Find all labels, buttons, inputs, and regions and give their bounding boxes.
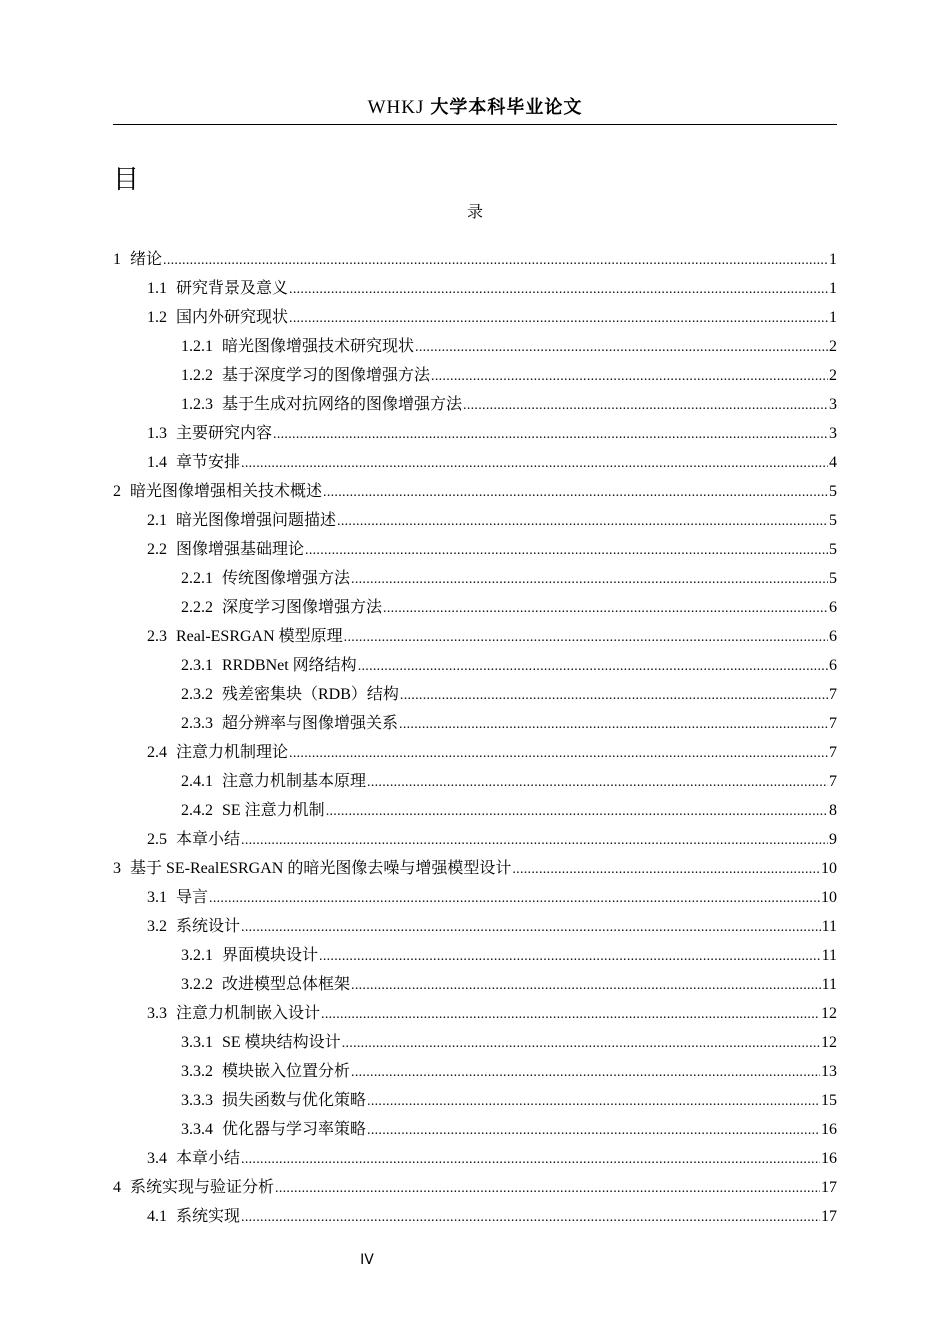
toc-leader-dots [163,245,828,275]
toc-entry-number: 3.4 [147,1150,167,1167]
toc-leader-dots [241,1144,820,1174]
toc-entry-number: 2.4 [147,744,167,761]
toc-leader-dots [321,999,820,1029]
toc-entry-title: 损失函数与优化策略 [222,1092,367,1109]
toc-entry-page: 17 [821,1179,837,1196]
toc-entry-number: 3.3.2 [181,1063,213,1080]
toc-leader-dots [351,970,821,1000]
toc-entry-title: 本章小结 [176,831,241,848]
toc-entry-title: SE 模块结构设计 [222,1034,341,1051]
toc-entry[interactable] [113,854,837,883]
toc-entry-title: 导言 [176,889,209,906]
toc-entry-page: 16 [821,1150,837,1167]
toc-entry-title: SE 注意力机制 [222,802,325,819]
toc-entry-page: 5 [829,512,837,529]
toc-entry[interactable] [113,535,837,564]
toc-entry-page: 3 [829,425,837,442]
toc-entry[interactable] [113,1173,837,1202]
toc-leader-dots [319,941,821,971]
toc-entry-number: 1 [113,251,121,268]
toc-entry-title: 研究背景及意义 [176,280,289,297]
toc-entry-number: 1.2.1 [181,338,213,355]
toc-entry[interactable] [113,680,837,709]
toc-entry-title: 深度学习图像增强方法 [222,599,383,616]
toc-entry[interactable] [113,1028,837,1057]
toc-leader-dots [367,767,828,797]
toc-entry-title: 绪论 [130,251,163,268]
table-of-contents [113,245,837,1231]
toc-entry-number: 2.1 [147,512,167,529]
toc-leader-dots [241,912,821,942]
toc-leader-dots [463,390,828,420]
toc-entry-title: 优化器与学习率策略 [222,1121,367,1138]
toc-entry-number: 1.2 [147,309,167,326]
toc-entry-page: 7 [829,773,837,790]
toc-entry-number: 3.3.3 [181,1092,213,1109]
toc-entry-title: 系统设计 [176,918,241,935]
toc-entry-page: 9 [829,831,837,848]
toc-leader-dots [512,854,820,884]
toc-leader-dots [367,1115,820,1145]
toc-entry-number: 1.2.3 [181,396,213,413]
toc-entry-number: 2.2 [147,541,167,558]
toc-entry-number: 3.3.1 [181,1034,213,1051]
toc-entry-page: 5 [829,483,837,500]
toc-entry-title: 注意力机制嵌入设计 [176,1005,321,1022]
toc-entry[interactable] [113,593,837,622]
toc-leader-dots [351,1057,820,1087]
toc-entry[interactable] [113,564,837,593]
toc-entry-number: 1.2.2 [181,367,213,384]
toc-entry-number: 3.2 [147,918,167,935]
toc-entry-page: 8 [829,802,837,819]
toc-entry-number: 2 [113,483,121,500]
toc-leader-dots [289,274,828,304]
toc-entry-page: 1 [829,251,837,268]
toc-leader-dots [415,332,828,362]
toc-leader-dots [431,361,828,391]
toc-entry-number: 2.2.1 [181,570,213,587]
toc-entry-page: 6 [829,599,837,616]
toc-entry-number: 2.4.1 [181,773,213,790]
toc-entry-page: 1 [829,309,837,326]
toc-leader-dots [241,448,828,478]
toc-entry[interactable] [113,303,837,332]
toc-leader-dots [342,1028,820,1058]
toc-leader-dots [400,680,828,710]
toc-leader-dots [383,593,828,623]
toc-entry-title: 界面模块设计 [222,947,319,964]
toc-leader-dots [344,622,828,652]
toc-leader-dots [305,535,828,565]
toc-entry[interactable] [113,419,837,448]
toc-entry-title: 传统图像增强方法 [222,570,351,587]
toc-entry[interactable] [113,477,837,506]
header-thesis-title: 大学本科毕业论文 [430,97,583,118]
toc-entry[interactable] [113,941,837,970]
toc-entry-title: 改进模型总体框架 [222,976,351,993]
toc-entry[interactable] [113,245,837,274]
toc-entry-number: 2.3 [147,628,167,645]
toc-entry-title: 暗光图像增强相关技术概述 [130,483,323,500]
toc-entry-title: 图像增强基础理论 [176,541,305,558]
toc-entry[interactable] [113,332,837,361]
toc-entry-page: 17 [821,1208,837,1225]
toc-leader-dots [275,1173,820,1203]
toc-entry[interactable] [113,622,837,651]
toc-entry-title: Real-ESRGAN 模型原理 [176,628,343,645]
toc-entry-number: 2.5 [147,831,167,848]
toc-entry-title: 本章小结 [176,1150,241,1167]
toc-entry-number: 3.2.1 [181,947,213,964]
toc-entry[interactable] [113,506,837,535]
toc-entry[interactable] [113,448,837,477]
toc-entry-title: 基于 SE-RealESRGAN 的暗光图像去噪与增强模型设计 [130,860,512,877]
toc-leader-dots [337,506,828,536]
toc-entry-number: 2.3.2 [181,686,213,703]
toc-heading-char-2: 录 [466,202,483,221]
toc-entry[interactable] [113,361,837,390]
toc-entry-page: 6 [829,628,837,645]
toc-leader-dots [351,564,828,594]
toc-entry-title: 基于生成对抗网络的图像增强方法 [222,396,463,413]
toc-entry-page: 13 [821,1063,837,1080]
toc-leader-dots [209,883,820,913]
toc-entry[interactable] [113,1057,837,1086]
toc-entry-page: 2 [829,367,837,384]
toc-entry-number: 3.2.2 [181,976,213,993]
toc-entry[interactable] [113,883,837,912]
page-header [113,93,837,121]
toc-entry-number: 1.4 [147,454,167,471]
toc-entry-number: 4.1 [147,1208,167,1225]
toc-entry-number: 2.3.1 [181,657,213,674]
toc-entry-title: 注意力机制理论 [176,744,289,761]
toc-entry[interactable] [113,796,837,825]
toc-entry-page: 7 [829,686,837,703]
toc-entry-title: 系统实现与验证分析 [130,1179,275,1196]
toc-entry-number: 1.3 [147,425,167,442]
toc-entry[interactable] [113,1144,837,1173]
toc-entry-page: 5 [829,570,837,587]
toc-entry[interactable] [113,274,837,303]
toc-leader-dots [358,651,828,681]
toc-entry-page: 16 [821,1121,837,1138]
toc-entry-page: 7 [829,715,837,732]
toc-entry-page: 1 [829,280,837,297]
toc-entry[interactable] [113,709,837,738]
toc-entry-number: 3 [113,860,121,877]
toc-entry[interactable] [113,390,837,419]
toc-entry[interactable] [113,651,837,680]
toc-entry-page: 4 [829,454,837,471]
toc-entry-page: 2 [829,338,837,355]
toc-entry-title: 章节安排 [176,454,241,471]
toc-entry-title: 系统实现 [176,1208,241,1225]
toc-entry-number: 4 [113,1179,121,1196]
toc-entry[interactable] [113,825,837,854]
toc-entry[interactable] [113,1202,837,1231]
toc-heading-char-1: 目 [113,165,140,195]
toc-leader-dots [399,709,828,739]
toc-entry-number: 3.1 [147,889,167,906]
toc-entry-title: RRDBNet 网络结构 [222,657,357,674]
toc-leader-dots [273,419,828,449]
toc-entry-page: 6 [829,657,837,674]
toc-entry-number: 2.2.2 [181,599,213,616]
toc-leader-dots [289,738,828,768]
toc-entry-number: 3.3.4 [181,1121,213,1138]
toc-entry-page: 7 [829,744,837,761]
header-university-code: WHKJ [367,97,425,118]
toc-entry[interactable] [113,970,837,999]
toc-entry-title: 模块嵌入位置分析 [222,1063,351,1080]
toc-entry-page: 10 [821,889,837,906]
toc-entry-title: 超分辨率与图像增强关系 [222,715,399,732]
toc-entry[interactable] [113,1086,837,1115]
toc-entry[interactable] [113,767,837,796]
toc-entry-page: 3 [829,396,837,413]
toc-entry-page: 10 [821,860,837,877]
toc-leader-dots [326,796,828,826]
toc-entry-title: 残差密集块（RDB）结构 [222,686,399,703]
toc-entry-title: 暗光图像增强技术研究现状 [222,338,415,355]
toc-leader-dots [323,477,828,507]
toc-entry-number: 2.4.2 [181,802,213,819]
toc-entry-title: 注意力机制基本原理 [222,773,367,790]
toc-entry-title: 主要研究内容 [176,425,273,442]
toc-entry-title: 国内外研究现状 [176,309,289,326]
toc-entry-page: 5 [829,541,837,558]
toc-entry-page: 11 [821,918,837,935]
toc-leader-dots [241,825,828,855]
page-number: IV [360,1252,374,1268]
toc-leader-dots [289,303,828,333]
toc-entry[interactable] [113,912,837,941]
toc-entry-page: 15 [821,1092,837,1109]
toc-entry-number: 1.1 [147,280,167,297]
toc-entry-number: 3.3 [147,1005,167,1022]
toc-leader-dots [367,1086,820,1116]
toc-entry-title: 暗光图像增强问题描述 [176,512,337,529]
header-divider [113,124,837,125]
toc-entry-number: 2.3.3 [181,715,213,732]
toc-leader-dots [241,1202,820,1232]
toc-entry-page: 11 [821,976,837,993]
toc-entry-title: 基于深度学习的图像增强方法 [222,367,431,384]
toc-entry[interactable] [113,999,837,1028]
toc-entry-page: 12 [821,1005,837,1022]
toc-entry-page: 12 [821,1034,837,1051]
toc-entry-page: 11 [821,947,837,964]
toc-entry[interactable] [113,738,837,767]
toc-entry[interactable] [113,1115,837,1144]
